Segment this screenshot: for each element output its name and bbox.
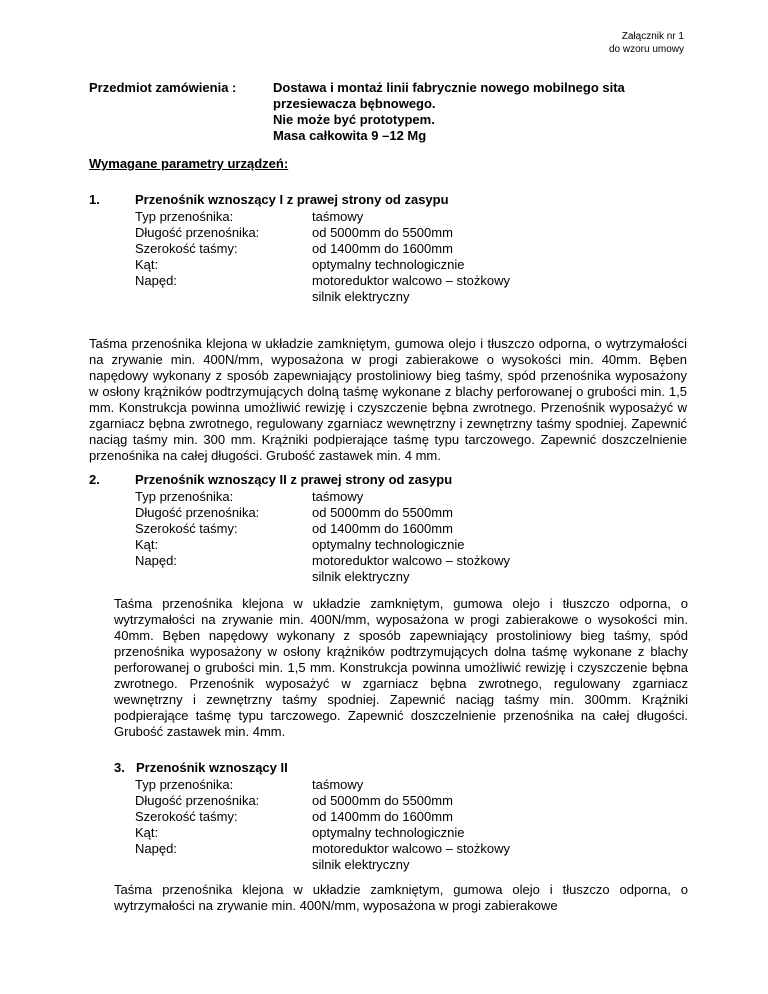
parameter-value: od 1400mm do 1600mm: [312, 241, 453, 256]
parameter-value: motoreduktor walcowo – stożkowy: [312, 553, 510, 568]
section-number: 3.: [114, 760, 125, 775]
parameter-value: optymalny technologicznie: [312, 257, 465, 272]
parameter-row: [135, 537, 635, 553]
required-parameters-heading: Wymagane parametry urządzeń:: [89, 156, 289, 171]
section-title: Przenośnik wznoszący I z prawej strony od zasypu: [135, 192, 449, 207]
parameter-row: [135, 521, 635, 537]
parameter-name: Kąt:: [135, 257, 159, 272]
parameter-row: [135, 793, 635, 809]
section-title: Przenośnik wznoszący II: [136, 760, 288, 775]
parameter-row: [135, 553, 635, 569]
order-subject-line: przesiewacza bębnowego.: [273, 96, 436, 111]
parameter-row: [135, 289, 635, 305]
parameter-name: Typ przenośnika:: [135, 209, 234, 224]
annex-line-2: do wzoru umowy: [608, 44, 684, 55]
parameter-row: [135, 569, 635, 585]
parameter-value: taśmowy: [312, 489, 364, 504]
parameter-row: [135, 489, 635, 505]
parameters-list: [135, 777, 635, 873]
order-subject-line: Dostawa i montaż linii fabrycznie nowego mobilnego sita: [273, 80, 625, 95]
parameter-name: Typ przenośnika:: [135, 777, 234, 792]
parameters-list: [135, 209, 635, 305]
parameter-name: Napęd:: [135, 841, 177, 856]
section-title: Przenośnik wznoszący II z prawej strony od zasypu: [135, 472, 453, 487]
parameter-value: od 1400mm do 1600mm: [312, 521, 453, 536]
parameter-value: od 5000mm do 5500mm: [312, 225, 453, 240]
parameter-name: Długość przenośnika:: [135, 505, 260, 520]
parameter-row: [135, 257, 635, 273]
parameter-value: optymalny technologicznie: [312, 537, 465, 552]
parameter-name: Długość przenośnika:: [135, 225, 260, 240]
parameter-value: motoreduktor walcowo – stożkowy: [312, 841, 510, 856]
parameter-name: Kąt:: [135, 825, 159, 840]
annex-note: [609, 30, 684, 56]
parameter-row: [135, 225, 635, 241]
order-subject-line: Nie może być prototypem.: [273, 112, 435, 127]
section-description: Taśma przenośnika klejona w układzie zamkniętym, gumowa olejo i tłuszczo odporna, o wytrzymałości na zrywanie min. 400N/mm, wyposażona w progi zabierakowe o wysokości min. 40mm. Bęben napędowy wykonany z sposób zapewniający prostoliniowy bieg taśmy, spód przenośnika wyposażony w osłony krążników podtrzymujących dolną taśmę wykonane z blachy perforowanej o grubości min. 1,5 mm. Konstrukcja powinna umożliwić rewizję i czyszczenie bębna zwrotnego. Przenośnik wyposażyć w zgarniacz bębna zwrotnego, regulowany zgarniacz wewnętrzny i zewnętrzny taśmy spodniej. Zapewnić naciąg taśmy min. 300 mm. Krążniki podpierające taśmę typu tarczowego. Zapewnić doszczelnienie przenośnika na całej długości. Grubość zastawek min. 4 mm.: [89, 336, 687, 463]
parameter-value: motoreduktor walcowo – stożkowy: [312, 273, 510, 288]
annex-line-1: Załącznik nr 1: [621, 31, 684, 42]
parameter-value: od 1400mm do 1600mm: [312, 809, 453, 824]
parameter-row: [135, 777, 635, 793]
parameter-value: optymalny technologicznie: [312, 825, 465, 840]
parameter-name: Napęd:: [135, 553, 177, 568]
parameter-value: taśmowy: [312, 209, 364, 224]
parameter-value: silnik elektryczny: [312, 569, 410, 584]
section-number: 2.: [89, 472, 100, 487]
parameter-name: Napęd:: [135, 273, 177, 288]
order-subject-line: Masa całkowita 9 –12 Mg: [273, 128, 427, 143]
parameter-name: Szerokość taśmy:: [135, 809, 238, 824]
parameter-name: Szerokość taśmy:: [135, 241, 238, 256]
parameter-name: Szerokość taśmy:: [135, 521, 238, 536]
order-subject-label: Przedmiot zamówienia :: [89, 80, 237, 95]
parameter-row: [135, 841, 635, 857]
order-subject-value: [273, 80, 693, 144]
parameters-list: [135, 489, 635, 585]
parameter-name: Typ przenośnika:: [135, 489, 234, 504]
parameter-row: [135, 209, 635, 225]
section-description: Taśma przenośnika klejona w układzie zamkniętym, gumowa olejo i tłuszczo odporna, o wytrzymałości na zrywanie min. 400N/mm, wyposażona w progi zabierakowe o wysokości min. 40mm. Bęben napędowy wykonany z sposób zapewniający prostoliniowy bieg taśmy, spód przenośnika wyposażony w osłony krążników podtrzymujących dolna taśmę wykonane z blachy perforowanej o grubości min. 1,5 mm. Konstrukcja powinna umożliwić rewizję i czyszczenie bębna zwrotnego. Przenośnik wyposażyć w zgarniacz bębna zwrotnego, regulowany zgarniacz wewnętrzny i zewnętrzny taśmy spodniej. Zapewnić naciąg taśmy min. 300mm. Krążniki podpierające taśmę typu tarczowego. Zapewnić doszczelnienie przenośnika na całej długości. Grubość zastawek min. 4mm.: [114, 596, 688, 739]
parameter-value: od 5000mm do 5500mm: [312, 793, 453, 808]
parameter-value: silnik elektryczny: [312, 289, 410, 304]
section-number: 1.: [89, 192, 100, 207]
parameter-row: [135, 505, 635, 521]
parameter-name: Długość przenośnika:: [135, 793, 260, 808]
parameter-row: [135, 825, 635, 841]
parameter-row: [135, 809, 635, 825]
parameter-name: Kąt:: [135, 537, 159, 552]
parameter-value: silnik elektryczny: [312, 857, 410, 872]
parameter-value: taśmowy: [312, 777, 364, 792]
parameter-row: [135, 241, 635, 257]
section-description: Taśma przenośnika klejona w układzie zamkniętym, gumowa olejo i tłuszczo odporna, o wytrzymałości na zrywanie min. 400N/mm, wyposażona w progi zabierakowe: [114, 882, 688, 913]
parameter-row: [135, 857, 635, 873]
parameter-value: od 5000mm do 5500mm: [312, 505, 453, 520]
parameter-row: [135, 273, 635, 289]
